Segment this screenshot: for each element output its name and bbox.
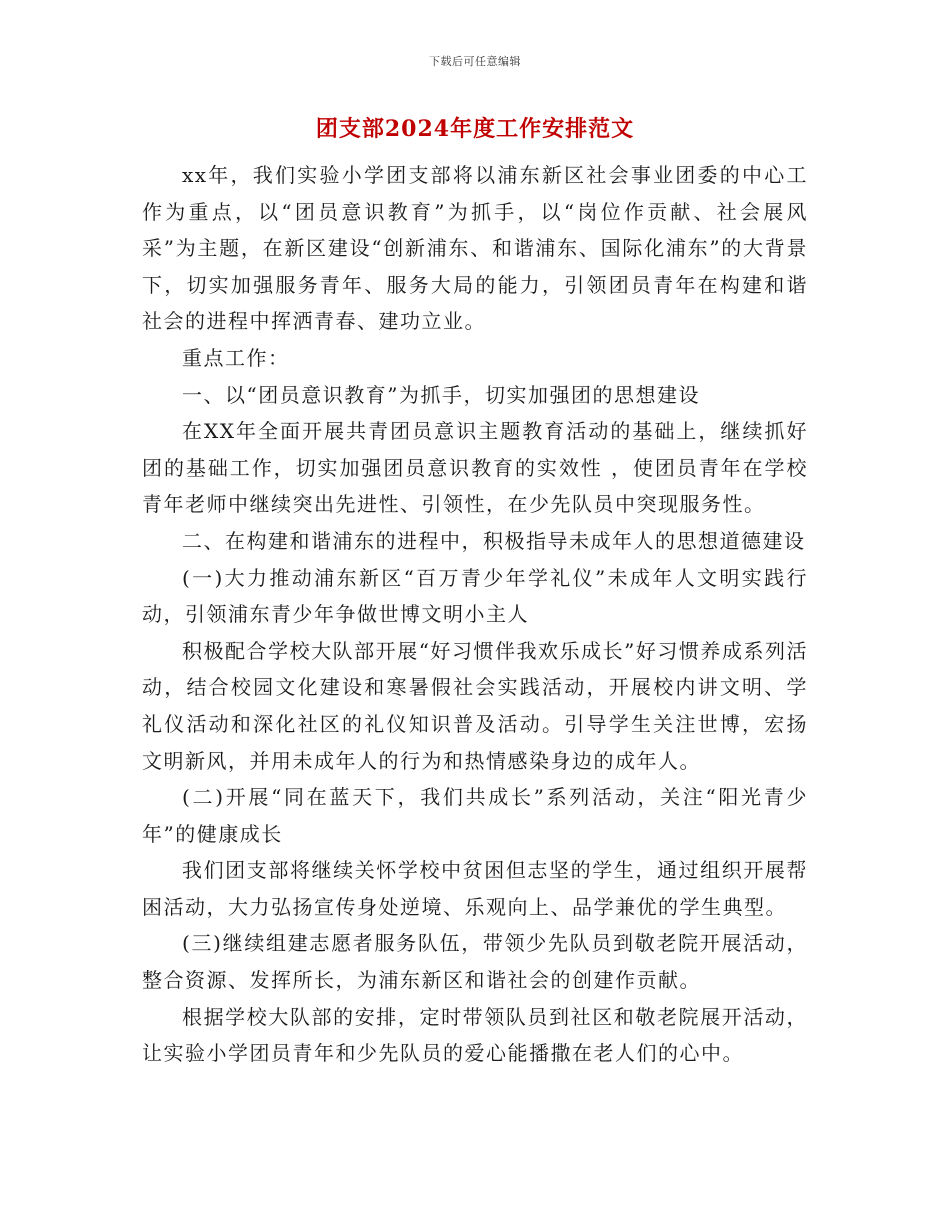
paragraph-intro: xx年，我们实验小学团支部将以浦东新区社会事业团委的中心工作为重点，以“团员意识教育”为抓手，以“岗位作贡献、社会展风采”为主题，在新区建设“创新浦东、和谐浦东、国际化浦东”的大背景下，切实加强服务青年、服务大局的能力，引领团员青年在构建和谐社会的进程中挥洒青春、建功立业。 (142, 163, 808, 334)
paragraph-key-work-heading: 重点工作： (182, 345, 290, 370)
header-note: 下载后可任意编辑 (429, 55, 521, 68)
subsection-heading-2: (二)开展“同在蓝天下，我们共成长”系列活动，关注“阳光青少年”的健康成长 (142, 785, 808, 846)
document-body (142, 157, 808, 1072)
paragraph-section-1: 在XX年全面开展共青团员意识主题教育活动的基础上，继续抓好团的基础工作，切实加强团员意识教育的实效性 ，使团员青年在学校青年老师中继续突出先进性、引领性，在少先队员中突现服务性。 (142, 419, 808, 517)
paragraph-subsection-2: 我们团支部将继续关怀学校中贫困但志坚的学生，通过组织开展帮困活动，大力弘扬宣传身处逆境、乐观向上、品学兼优的学生典型。 (142, 858, 808, 919)
section-heading-2: 二、在构建和谐浦东的进程中，积极指导未成年人的思想道德建设 (182, 528, 806, 553)
section-heading-1: 一、以“团员意识教育”为抓手，切实加强团的思想建设 (182, 382, 700, 407)
document-title: 团支部2024年度工作安排范文 (315, 116, 635, 142)
subsection-heading-3: (三)继续组建志愿者服务队伍，带领少先队员到敬老院开展活动，整合资源、发挥所长，为浦东新区和谐社会的创建作贡献。 (142, 931, 808, 993)
subsection-heading-1: (一)大力推动浦东新区“百万青少年学礼仪”未成年人文明实践行动，引领浦东青少年争做世博文明小主人 (142, 565, 808, 627)
paragraph-subsection-3: 根据学校大队部的安排，定时带领队员到社区和敬老院展开活动，让实验小学团员青年和少先队员的爱心能播撒在老人们的心中。 (142, 1004, 808, 1066)
paragraph-subsection-1: 积极配合学校大队部开展“好习惯伴我欢乐成长”好习惯养成系列活动，结合校园文化建设和寒暑假社会实践活动，开展校内讲文明、学礼仪活动和深化社区的礼仪知识普及活动。引导学生关注世博，宏扬文明新风，并用未成年人的行为和热情感染身边的成年人。 (142, 638, 808, 773)
